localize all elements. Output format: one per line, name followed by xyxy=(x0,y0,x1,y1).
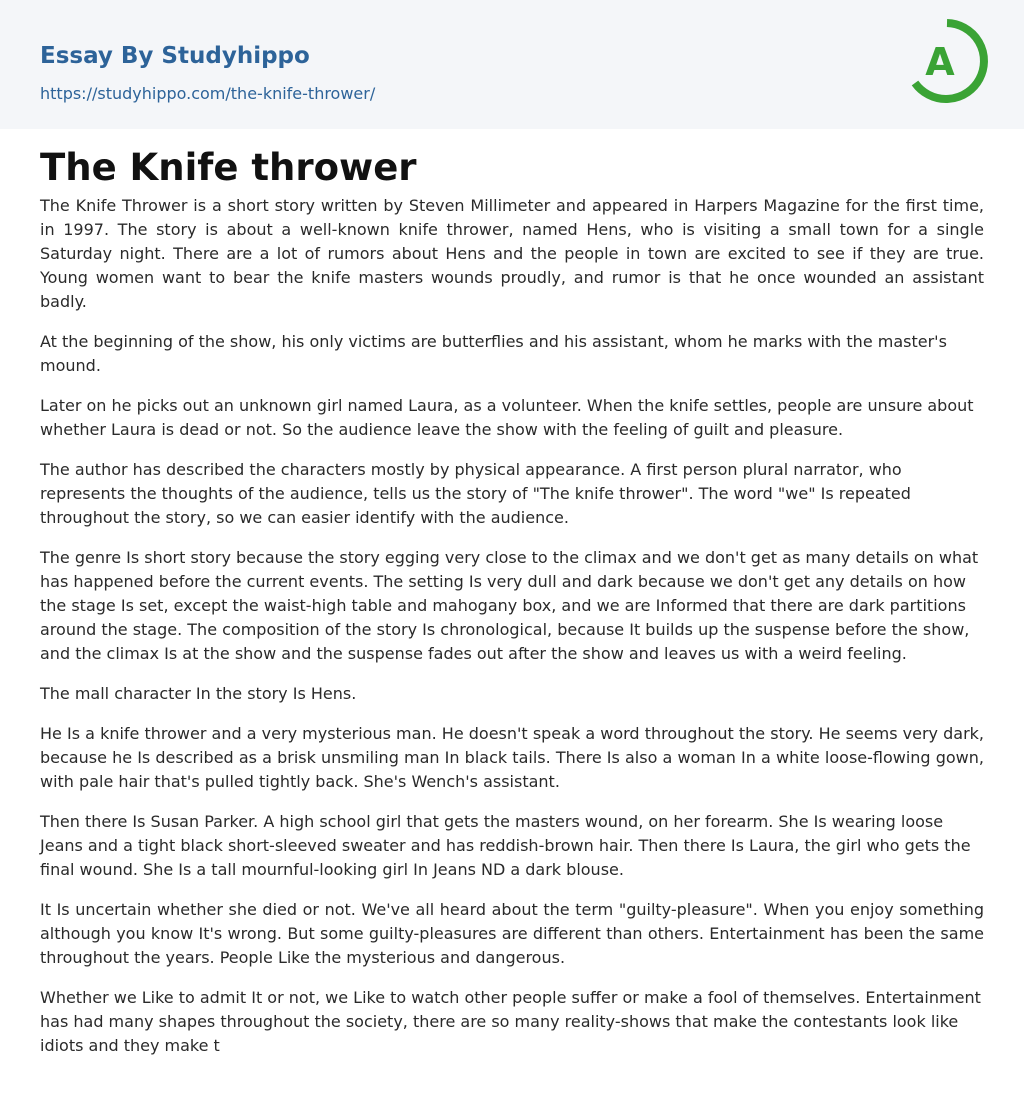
essay-paragraph: It Is uncertain whether she died or not. We've all heard about the term "guilty-pleasure". When you enjoy something although you know It's wrong. But some guilty-pleasures are different than others. Entertainment has been the same throughout the years. People Like the mysterious and dangerous. xyxy=(40,900,984,967)
essay-url-link[interactable]: https://studyhippo.com/the-knife-thrower/ xyxy=(40,84,376,103)
site-brand[interactable]: Essay By Studyhippo xyxy=(40,43,310,69)
essay-paragraph: The mall character In the story Is Hens. xyxy=(40,684,357,703)
studyhippo-logo-icon[interactable] xyxy=(905,17,989,107)
essay-paragraph: Later on he picks out an unknown girl named Laura, as a volunteer. When the knife settles, people are unsure about whether Laura is dead or not. So the audience leave the show with the feeling of guilt and pleasure. xyxy=(40,396,974,439)
essay-paragraph: Then there Is Susan Parker. A high school girl that gets the masters wound, on her forearm. She Is wearing loose Jeans and a tight black short-sleeved sweater and has reddish-brown hair. Then there Is Laura, the girl who gets the final wound. She Is a tall mournful-looking girl In Jeans ND a dark blouse. xyxy=(40,812,971,879)
logo-letter: A xyxy=(925,40,955,84)
essay-paragraph: The Knife Thrower is a short story written by Steven Millimeter and appeared in Harpers Magazine for the first time, in 1997. The story is about a well-known knife thrower, named Hens, who is visiting a small town for a single Saturday night. There are a lot of rumors about Hens and the people in town are excited to see if they are true. Young women want to bear the knife masters wounds proudly, and rumor is that he once wounded an assistant badly. xyxy=(40,196,984,311)
essay-paragraph: The author has described the characters mostly by physical appearance. A first person plural narrator, who represents the thoughts of the audience, tells us the story of "The knife thrower". The word "we" Is repeated throughout the story, so we can easier identify with the audience. xyxy=(40,460,911,527)
essay-paragraph: He Is a knife thrower and a very mysterious man. He doesn't speak a word throughout the story. He seems very dark, because he Is described as a brisk unsmiling man In black tails. There Is also a woman In a white loose-flowing gown, with pale hair that's pulled tightly back. She's Wench's assistant. xyxy=(40,724,984,791)
essay-paragraph: The genre Is short story because the story egging very close to the climax and we don't get as many details on what has happened before the current events. The setting Is very dull and dark because we don't get any details on how the stage Is set, except the waist-high table and mahogany box, and we are Informed that there are dark partitions around the stage. The composition of the story Is chronological, because It builds up the suspense before the show, and the climax Is at the show and the suspense fades out after the show and leaves us with a weird feeling. xyxy=(40,548,979,663)
essay-paragraph: At the beginning of the show, his only victims are butterflies and his assistant, whom he marks with the master's mound. xyxy=(40,332,947,375)
essay-body xyxy=(40,194,984,1074)
essay-paragraph: Whether we Like to admit It or not, we Like to watch other people suffer or make a fool of themselves. Entertainment has had many shapes throughout the society, there are so many reality-shows that make the contestants look like idiots and they make t xyxy=(40,988,981,1055)
page-title: The Knife thrower xyxy=(40,146,417,189)
